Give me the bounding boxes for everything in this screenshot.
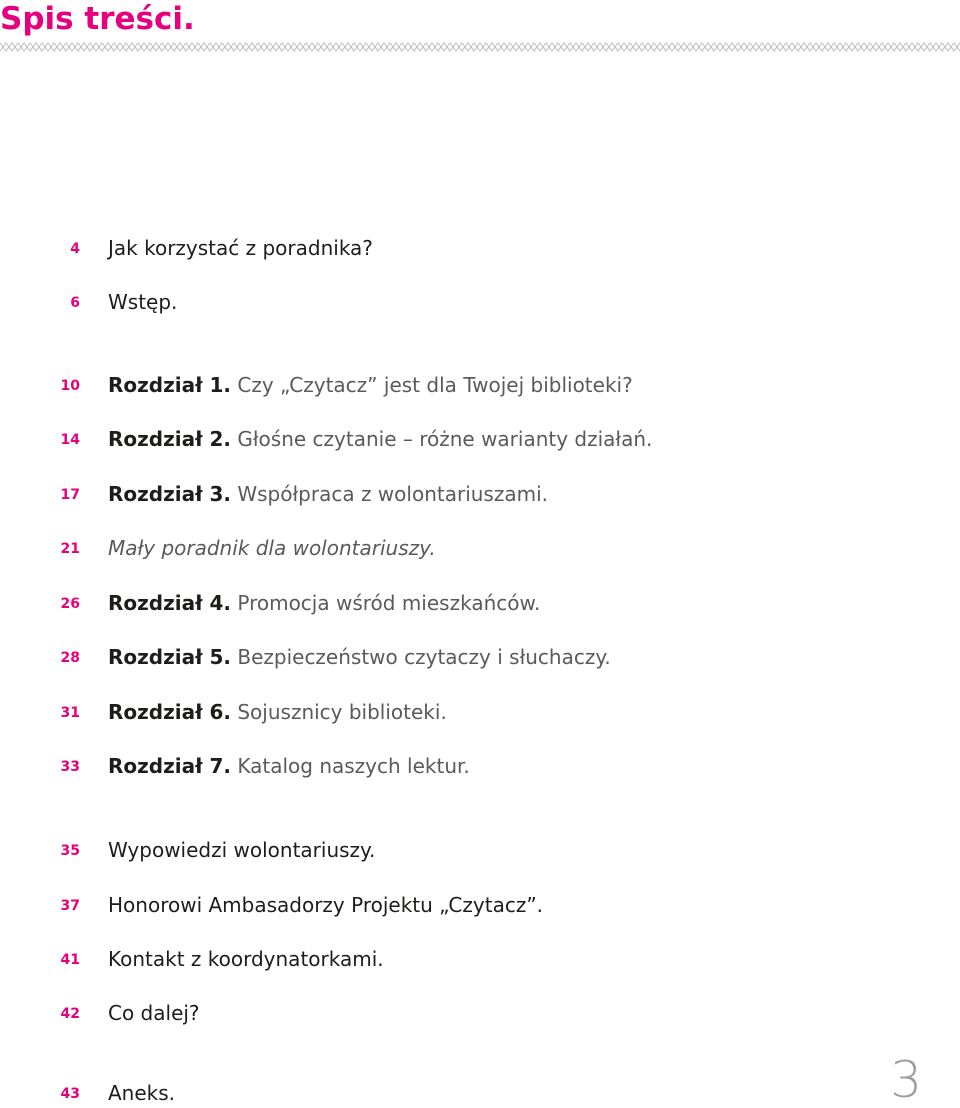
chapter-label: Rozdział 6. — [108, 700, 231, 724]
toc-entry-title — [108, 586, 540, 620]
toc-entry[interactable] — [0, 368, 900, 402]
toc-entry-title: Wstęp. — [108, 290, 178, 314]
toc-entry[interactable] — [0, 422, 900, 456]
toc-page-number: 43 — [60, 1086, 80, 1102]
toc-page-number: 33 — [60, 759, 80, 775]
toc-page-number: 26 — [60, 596, 80, 612]
toc-page-number: 42 — [60, 1006, 80, 1022]
toc-page-number: 4 — [70, 241, 80, 257]
toc-page-number: 35 — [60, 843, 80, 859]
toc-entry-title: Honorowi Ambasadorzy Projektu „Czytacz”. — [108, 893, 544, 917]
toc-entry[interactable] — [0, 285, 900, 319]
toc-entry-title — [108, 749, 470, 783]
zigzag-divider — [0, 40, 960, 54]
chapter-title: Czy „Czytacz” jest dla Twojej biblioteki? — [231, 373, 633, 397]
toc-entry-title: Kontakt z koordynatorkami. — [108, 947, 384, 971]
toc-entry-title — [108, 640, 611, 674]
toc-entry[interactable] — [0, 531, 900, 565]
toc-page-number: 31 — [60, 705, 80, 721]
toc-page-number: 17 — [60, 487, 80, 503]
toc-entry-title — [108, 477, 548, 511]
chapter-label: Rozdział 7. — [108, 754, 231, 778]
chapter-title: Sojusznicy biblioteki. — [231, 700, 447, 724]
toc-entry[interactable] — [0, 477, 900, 511]
toc-entry[interactable] — [0, 749, 900, 783]
toc-page-number: 21 — [60, 541, 80, 557]
chapter-label: Rozdział 4. — [108, 591, 231, 615]
chapter-label: Rozdział 3. — [108, 482, 231, 506]
toc-entry[interactable] — [0, 586, 900, 620]
toc-entry[interactable] — [0, 888, 900, 922]
toc-entry[interactable] — [0, 1076, 900, 1108]
toc-page-number: 10 — [60, 378, 80, 394]
toc-entry-title: Aneks. — [108, 1081, 176, 1105]
toc-entry-title — [108, 422, 652, 456]
chapter-label: Rozdział 2. — [108, 427, 231, 451]
toc-page-number: 28 — [60, 650, 80, 666]
toc-page-number: 14 — [60, 432, 80, 448]
toc-entry-title — [108, 368, 633, 402]
toc-entry[interactable] — [0, 833, 900, 867]
toc-entry-title: Co dalej? — [108, 1001, 200, 1025]
chapter-label: Rozdział 5. — [108, 645, 231, 669]
zigzag-line — [0, 43, 960, 51]
toc-page-number: 6 — [70, 295, 80, 311]
chapter-title: Współpraca z wolontariuszami. — [231, 482, 548, 506]
toc-entry[interactable] — [0, 640, 900, 674]
toc-page-number: 41 — [60, 952, 80, 968]
toc-entry-title: Jak korzystać z poradnika? — [108, 236, 373, 260]
toc-entry[interactable] — [0, 231, 900, 265]
chapter-title: Katalog naszych lektur. — [231, 754, 470, 778]
toc-page-number: 37 — [60, 898, 80, 914]
toc-entry-title: Mały poradnik dla wolontariuszy. — [108, 536, 436, 560]
chapter-title: Promocja wśród mieszkańców. — [231, 591, 541, 615]
chapter-title: Głośne czytanie – różne warianty działań. — [231, 427, 653, 451]
chapter-label: Rozdział 1. — [108, 373, 231, 397]
toc-entry[interactable] — [0, 996, 900, 1030]
toc-entry[interactable] — [0, 942, 900, 976]
chapter-title: Bezpieczeństwo czytaczy i słuchaczy. — [231, 645, 611, 669]
toc-entry-title: Wypowiedzi wolontariuszy. — [108, 838, 376, 862]
page-number: 3 — [890, 1051, 922, 1108]
zigzag-line — [0, 43, 960, 51]
page-title: Spis treści. — [0, 1, 195, 37]
toc-entry[interactable] — [0, 695, 900, 729]
toc-entry-title — [108, 695, 447, 729]
